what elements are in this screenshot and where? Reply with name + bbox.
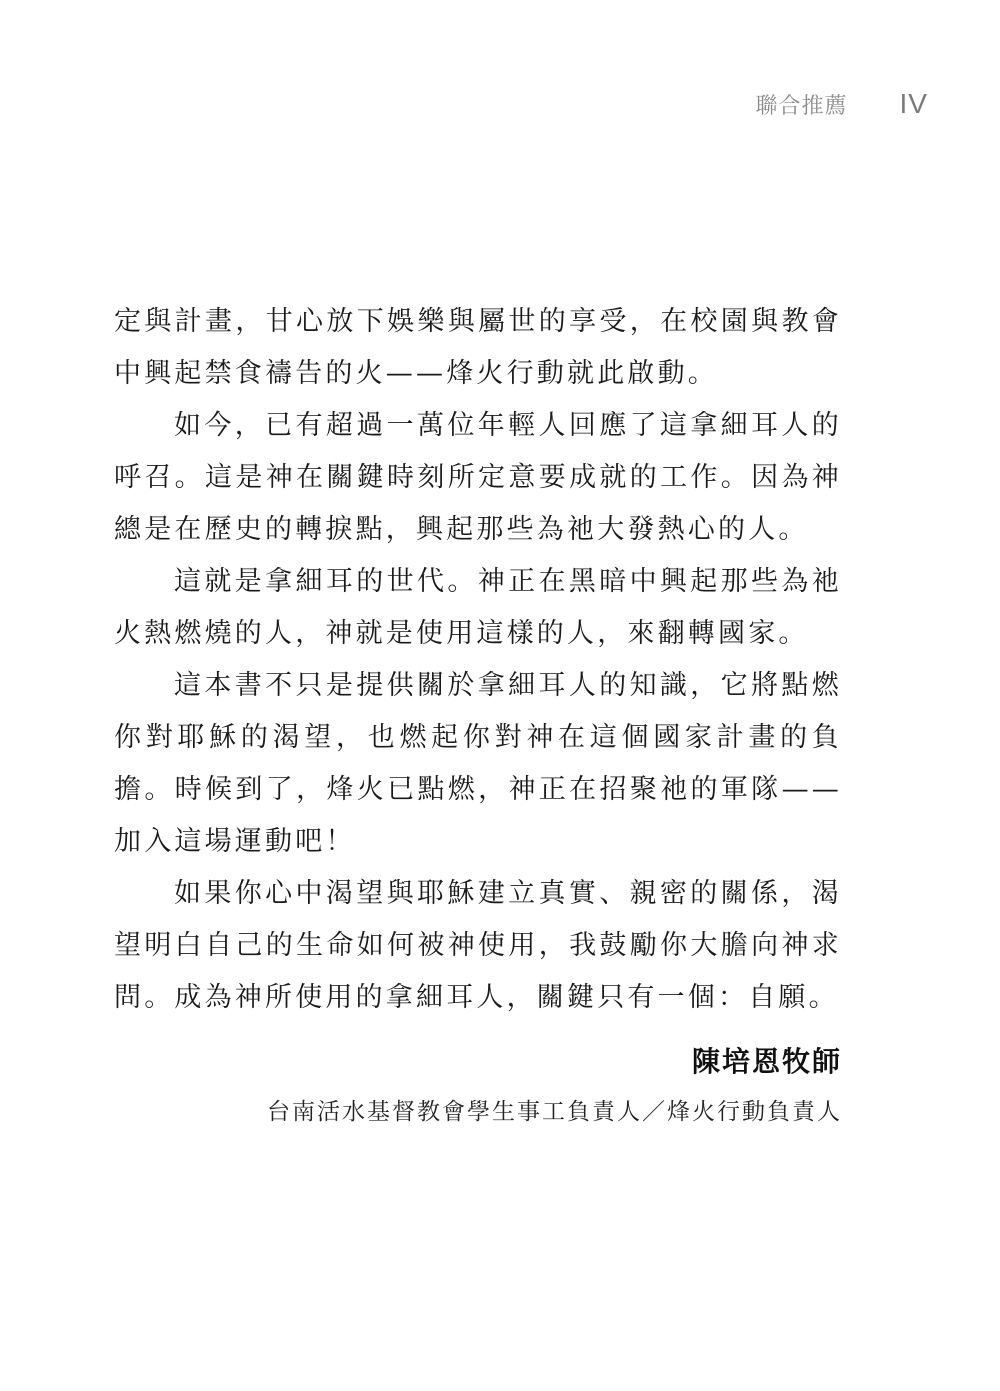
page-number: IV [899, 88, 928, 119]
author-name: 陳培恩牧師 [691, 1045, 842, 1078]
paragraph: 定與計畫，甘心放下娛樂與屬世的享受，在校園與教會中興起禁食禱告的火——烽火行動就此啟動。 [114, 306, 842, 389]
paragraph: 如今，已有超過一萬位年輕人回應了這拿細耳人的呼召。這是神在關鍵時刻所定意要成就的工作。因為神總是在歷史的轉捩點，興起那些為祂大發熱心的人。 [114, 410, 842, 545]
author-affiliation: 台南活水基督教會學生事工負責人／烽火行動負責人 [267, 1099, 842, 1125]
paragraph: 如果你心中渴望與耶穌建立真實、親密的關係，渴望明白自己的生命如何被神使用，我鼓勵你大膽向神求問。成為神所使用的拿細耳人，關鍵只有一個：自願。 [114, 878, 842, 1013]
section-title: 聯合推薦 [755, 94, 848, 119]
body-text [114, 296, 842, 1024]
paragraph: 這本書不只是提供關於拿細耳人的知識，它將點燃你對耶穌的渴望，也燃起你對神在這個國家計畫的負擔。時候到了，烽火已點燃，神正在招聚祂的軍隊——加入這場運動吧！ [114, 670, 842, 857]
running-header [756, 88, 928, 120]
paragraph: 這就是拿細耳的世代。神正在黑暗中興起那些為祂火熱燃燒的人，神就是使用這樣的人，來翻轉國家。 [114, 566, 842, 649]
